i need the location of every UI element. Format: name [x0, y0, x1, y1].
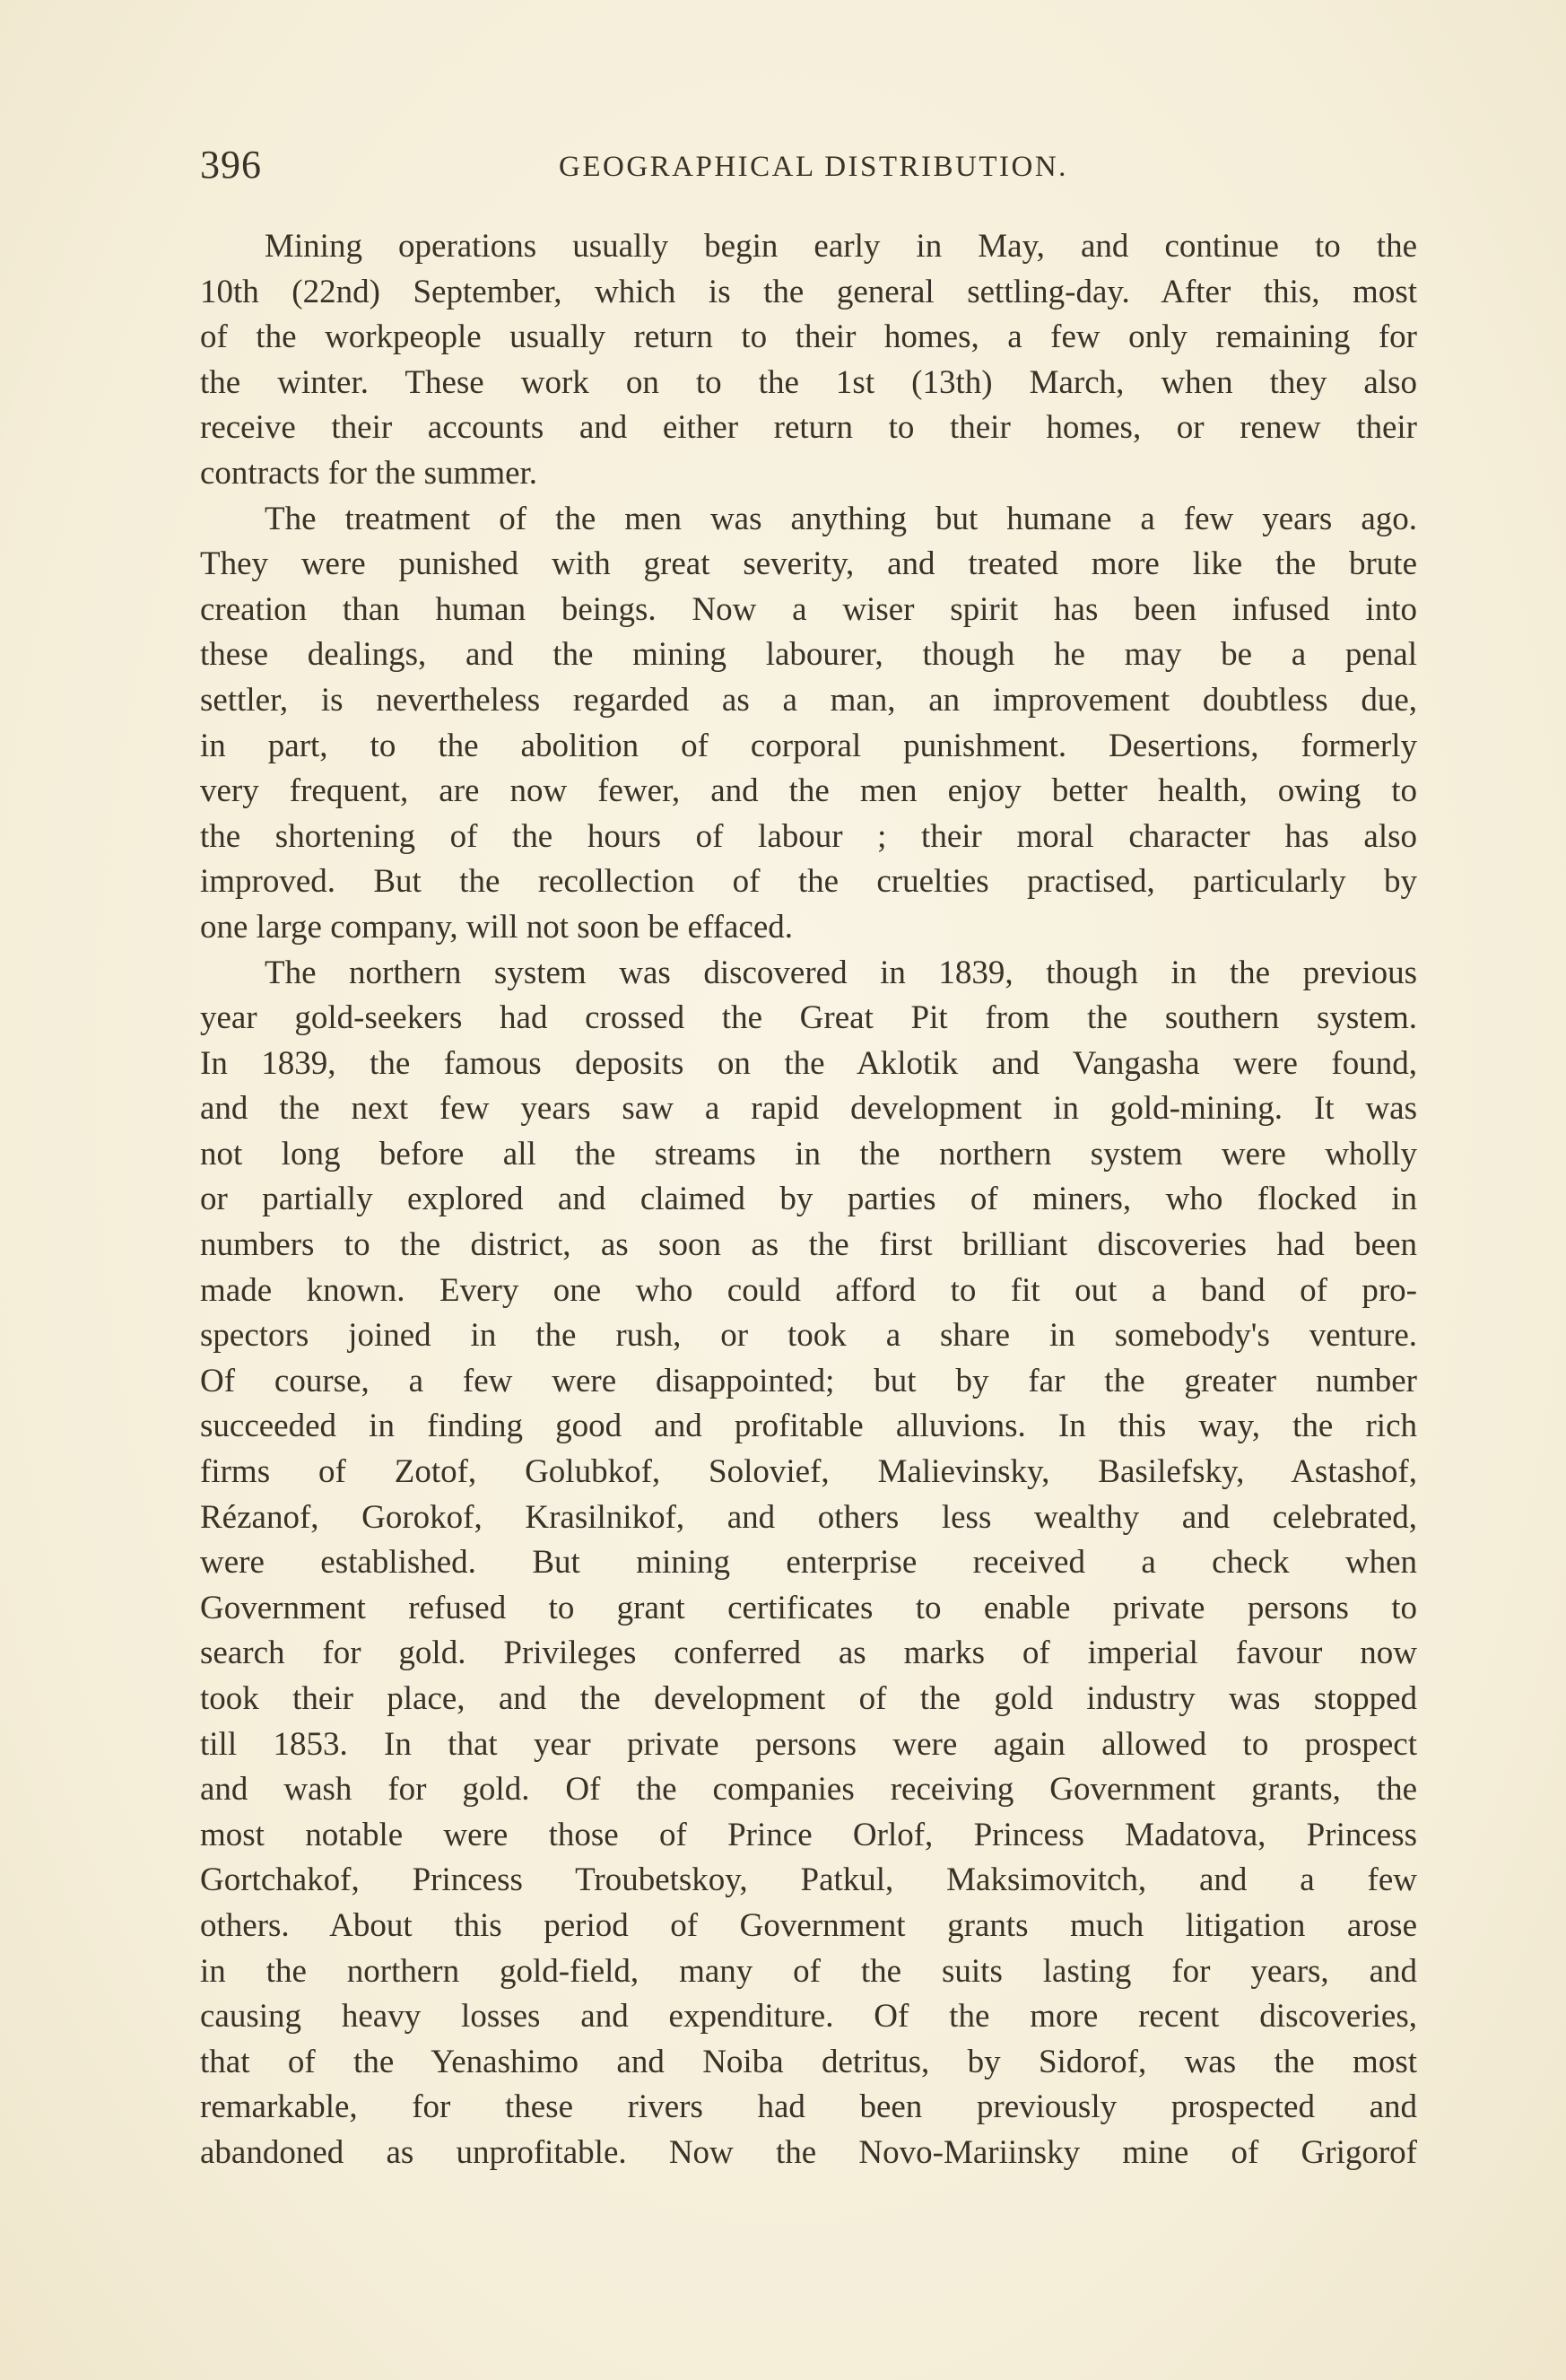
text-line: Rézanof, Gorokof, Krasilnikof, and others less wealthy and celebrated, [200, 1498, 1417, 1536]
text-line: most notable were those of Prince Orlof, Princess Madatova, Princess [200, 1816, 1417, 1853]
paragraph-3 [200, 951, 1417, 2176]
text-line: receive their accounts and either return to their homes, or renew their [200, 409, 1417, 447]
text-line: The northern system was discovered in 1839, though in the previous [265, 954, 1417, 991]
text-line: creation than human beings. Now a wiser spirit has been infused into [200, 590, 1417, 628]
text-line: year gold-seekers had crossed the Great Pit from the southern system. [200, 999, 1417, 1037]
text-line: causing heavy losses and expenditure. Of the more recent discoveries, [200, 1998, 1417, 2036]
text-line: others. About this period of Government grants much litigation arose [200, 1906, 1417, 1944]
text-line: in part, to the abolition of corporal punishment. Desertions, formerly [200, 727, 1417, 764]
text-line: in the northern gold-field, many of the suits lasting for years, and [200, 1952, 1417, 1990]
text-line: In 1839, the famous deposits on the Aklotik and Vangasha were found, [200, 1044, 1417, 1082]
text-line: these dealings, and the mining labourer, though he may be a penal [200, 636, 1417, 674]
text-line: 10th (22nd) September, which is the general settling-day. After this, most [200, 273, 1417, 310]
text-line: The treatment of the men was anything but humane a few years ago. [265, 500, 1417, 537]
text-line: of the workpeople usually return to their homes, a few only remaining for [200, 318, 1417, 356]
text-line: firms of Zotof, Golubkof, Solovief, Malievinsky, Basilefsky, Astashof, [200, 1453, 1417, 1491]
text-line: abandoned as unprofitable. Now the Novo-Mariinsky mine of Grigorof [200, 2133, 1417, 2171]
text-line: took their place, and the development of the gold industry was stopped [200, 1680, 1417, 1717]
text-line: very frequent, are now fewer, and the men enjoy better health, owing to [200, 772, 1417, 810]
text-line: and wash for gold. Of the companies receiving Government grants, the [200, 1771, 1417, 1809]
text-line: made known. Every one who could afford to fit out a band of pro- [200, 1271, 1417, 1309]
body-text [200, 224, 1417, 2176]
page-number: 396 [200, 143, 262, 187]
text-line: not long before all the streams in the northern system were wholly [200, 1135, 1417, 1173]
running-head: GEOGRAPHICAL DISTRIBUTION. [559, 151, 1068, 183]
text-line: the shortening of the hours of labour ; their moral character has also [200, 817, 1417, 855]
paragraph-1 [200, 224, 1417, 497]
text-line: and the next few years saw a rapid development in gold-mining. It was [200, 1090, 1417, 1128]
text-line: that of the Yenashimo and Noiba detritus, by Sidorof, was the most [200, 2043, 1417, 2080]
text-line: the winter. These work on to the 1st (13th) March, when they also [200, 363, 1417, 401]
text-line: Government refused to grant certificates to enable private persons to [200, 1589, 1417, 1626]
text-line: contracts for the summer. [200, 454, 538, 492]
text-line: They were punished with great severity, and treated more like the brute [200, 545, 1417, 583]
text-line: Of course, a few were disappointed; but by far the greater number [200, 1362, 1417, 1399]
text-line: improved. But the recollection of the cruelties practised, particularly by [200, 863, 1417, 901]
text-line: search for gold. Privileges conferred as marks of imperial favour now [200, 1635, 1417, 1672]
text-line: or partially explored and claimed by parties of miners, who flocked in [200, 1181, 1417, 1218]
text-line: settler, is nevertheless regarded as a man, an improvement doubtless due, [200, 681, 1417, 719]
paragraph-2 [200, 497, 1417, 951]
text-line: Gortchakof, Princess Troubetskoy, Patkul, Maksimovitch, and a few [200, 1861, 1417, 1899]
text-line: were established. But mining enterprise received a check when [200, 1544, 1417, 1582]
text-line: remarkable, for these rivers had been previously prospected and [200, 2088, 1417, 2126]
page-header [200, 142, 1406, 196]
text-line: succeeded in finding good and profitable alluvions. In this way, the rich [200, 1408, 1417, 1445]
text-line: till 1853. In that year private persons were again allowed to prospect [200, 1725, 1417, 1763]
text-line: one large company, will not soon be effaced. [200, 908, 793, 946]
text-line: spectors joined in the rush, or took a share in somebody's venture. [200, 1317, 1417, 1355]
text-line: numbers to the district, as soon as the first brilliant discoveries had been [200, 1226, 1417, 1264]
text-line: Mining operations usually begin early in May, and continue to the [265, 228, 1417, 265]
